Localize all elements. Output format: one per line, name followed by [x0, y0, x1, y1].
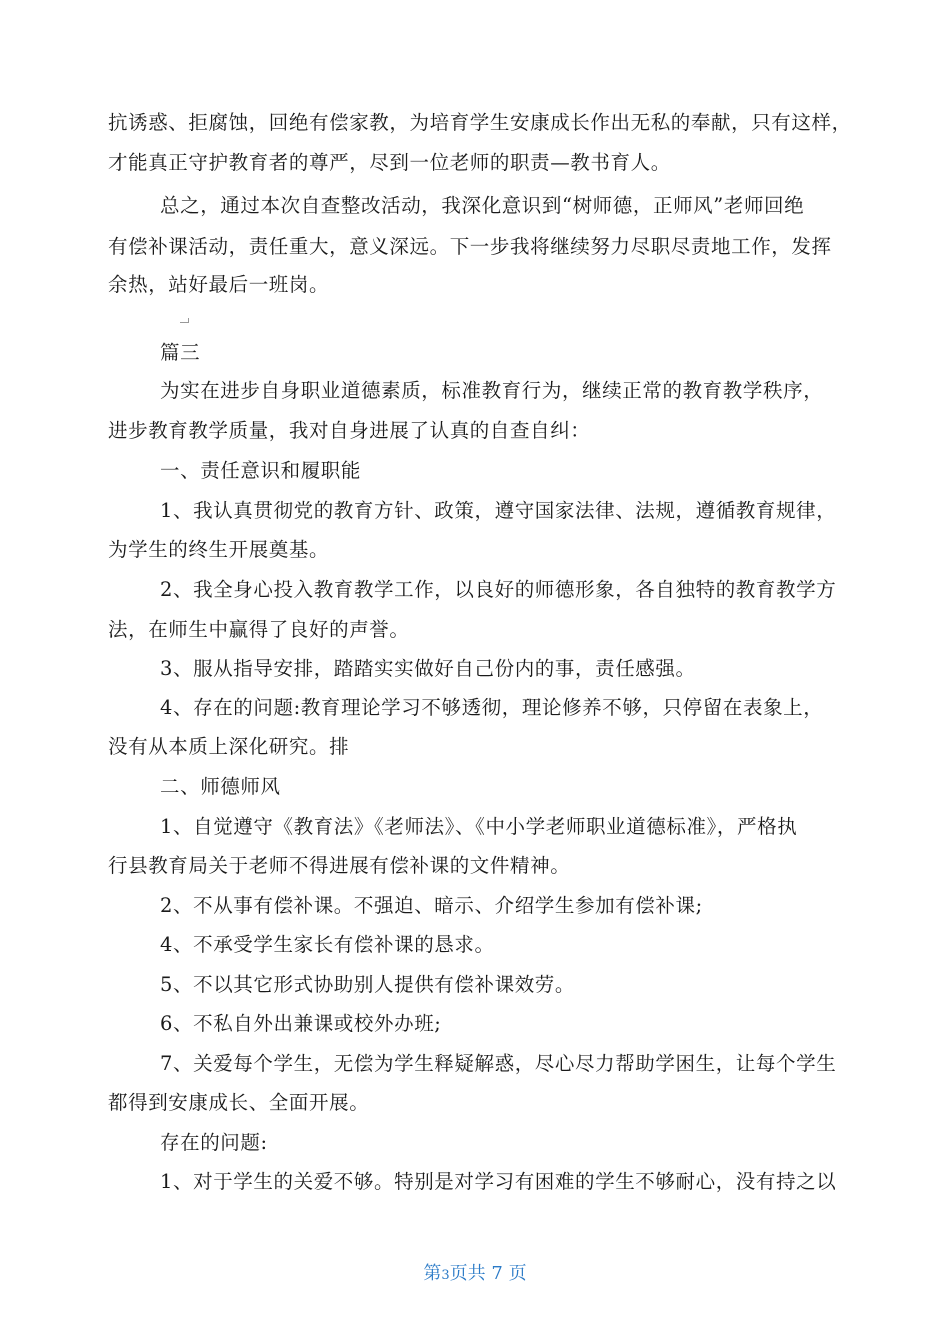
text-line: 总之，通过本次自查整改活动，我深化意识到“树师德，正师风”老师回绝 [160, 194, 805, 217]
footer-total-pages: 7 [491, 1263, 503, 1284]
footer-prefix: 第 [423, 1263, 442, 1284]
text-line: 2、我全身心投入教育教学工作，以良好的师德形象，各自独特的教育教学方 [160, 578, 837, 601]
text-line: 抗诱惑、拒腐蚀，回绝有偿家教，为培育学生安康成长作出无私的奉献，只有这样， [108, 111, 852, 134]
text-line: 余热，站好最后一班岗。 [108, 273, 330, 296]
text-line: 都得到安康成长、全面开展。 [108, 1091, 370, 1114]
text-line: 法，在师生中赢得了良好的声誉。 [108, 618, 410, 641]
text-line: 为学生的终生开展奠基。 [108, 538, 330, 561]
text-line: 行县教育局关于老师不得进展有偿补课的文件精神。 [108, 854, 571, 877]
text-line: 进步教育教学质量，我对自身进展了认真的自查自纠： [108, 419, 591, 442]
footer-suffix: 页 [508, 1263, 527, 1284]
text-line: 才能真正守护教育者的尊严，尽到一位老师的职责—教书育人。 [108, 151, 671, 174]
text-line: 2、不从事有偿补课。不强迫、暗示、介绍学生参加有偿补课; [160, 894, 703, 917]
stray-mark [180, 318, 189, 323]
text-line: 为实在进步自身职业道德素质，标准教育行为，继续正常的教育教学秩序， [160, 379, 824, 402]
page-footer [0, 1259, 950, 1285]
text-line: 没有从本质上深化研究。排 [108, 735, 350, 758]
section-heading: 篇三 [160, 341, 201, 364]
text-line: 存在的问题: [160, 1131, 268, 1154]
footer-middle: 页共 [449, 1263, 486, 1284]
text-line: 3、服从指导安排，踏踏实实做好自己份内的事，责任感强。 [160, 657, 696, 680]
text-line: 有偿补课活动，责任重大，意义深远。下一步我将继续努力尽职尽责地工作，发挥 [108, 235, 832, 258]
text-line: 7、关爱每个学生，无偿为学生释疑解惑，尽心尽力帮助学困生，让每个学生 [160, 1052, 837, 1075]
text-line: 4、存在的问题:教育理论学习不够透彻，理论修养不够，只停留在表象上， [160, 696, 824, 719]
footer-page-number: 3 [441, 1268, 450, 1283]
subsection-heading: 一、责任意识和履职能 [160, 459, 362, 482]
text-line: 1、对于学生的关爱不够。特别是对学习有困难的学生不够耐心，没有持之以 [160, 1170, 837, 1193]
text-line: 5、不以其它形式协助别人提供有偿补课效劳。 [160, 973, 576, 996]
text-line: 4、不承受学生家长有偿补课的恳求。 [160, 933, 495, 956]
subsection-heading: 二、师德师风 [160, 775, 281, 798]
text-line: 1、我认真贯彻党的教育方针、政策，遵守国家法律、法规，遵循教育规律， [160, 499, 837, 522]
text-line: 1、自觉遵守《教育法》《老师法》、《中小学老师职业道德标准》，严格执 [160, 815, 798, 838]
text-line: 6、不私自外出兼课或校外办班; [160, 1012, 442, 1035]
